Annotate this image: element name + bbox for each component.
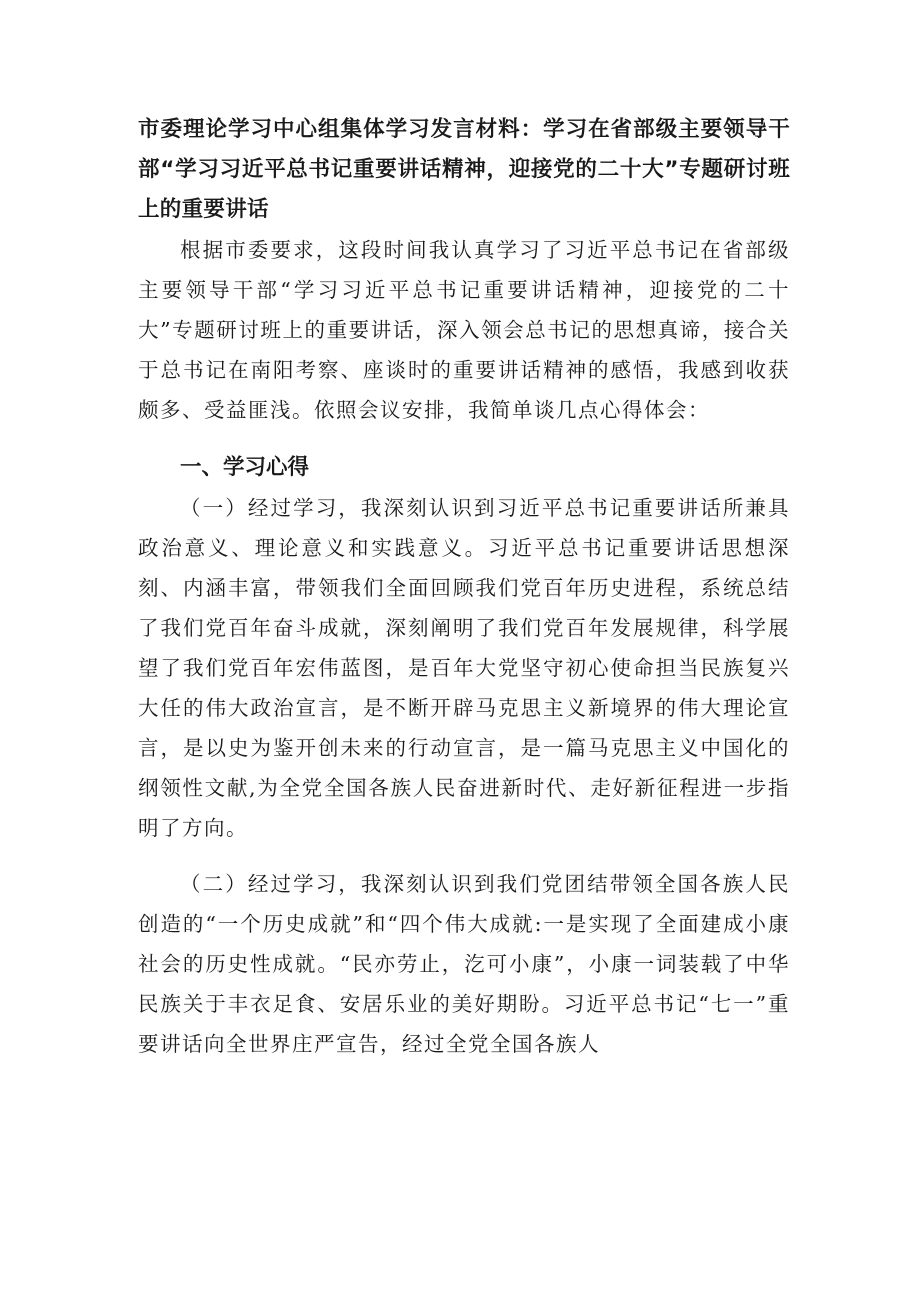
document-title: 市委理论学习中心组集体学习发言材料：学习在省部级主要领导干部“学习习近平总书记重要讲话精神，迎接党的二十大”专题研讨班上的重要讲话 — [138, 117, 790, 222]
document-body — [138, 110, 790, 1064]
paragraph-one: （一）经过学习，我深刻认识到习近平总书记重要讲话所兼具政治意义、理论意义和实践意义。习近平总书记重要讲话思想深刻、内涵丰富，带领我们全面回顾我们党百年历史进程，系统总结了我们党百年奋斗成就，深刻阐明了我们党百年发展规律，科学展望了我们党百年宏伟蓝图，是百年大党坚守初心使命担当民族复兴大任的伟大政治宣言，是不断开辟马克思主义新境界的伟大理论宣言，是以史为鉴开创未来的行动宣言，是一篇马克思主义中国化的纲领性文献,为全党全国各族人民奋进新时代、走好新征程进一步指明了方向。 — [138, 496, 790, 840]
paragraph-two: （二）经过学习，我深刻认识到我们党团结带领全国各族人民创造的“一个历史成就”和“四个伟大成就:一是实现了全面建成小康社会的历史性成就。“民亦劳止，汔可小康”，小康一词装载了中华民族关于丰衣足食、安居乐业的美好期盼。习近平总书记“七一”重要讲话向全世界庄严宣告，经过全党全国各族人 — [138, 872, 790, 1056]
intro-paragraph: 根据市委要求，这段时间我认真学习了习近平总书记在省部级主要领导干部“学习习近平总书记重要讲话精神，迎接党的二十大”专题研讨班上的重要讲话，深入领会总书记的思想真谛，接合关于总书记在南阳考察、座谈时的重要讲话精神的感悟，我感到收获颇多、受益匪浅。依照会议安排，我简单谈几点心得体会： — [138, 238, 790, 422]
section-heading: 一、学习心得 — [180, 455, 310, 480]
